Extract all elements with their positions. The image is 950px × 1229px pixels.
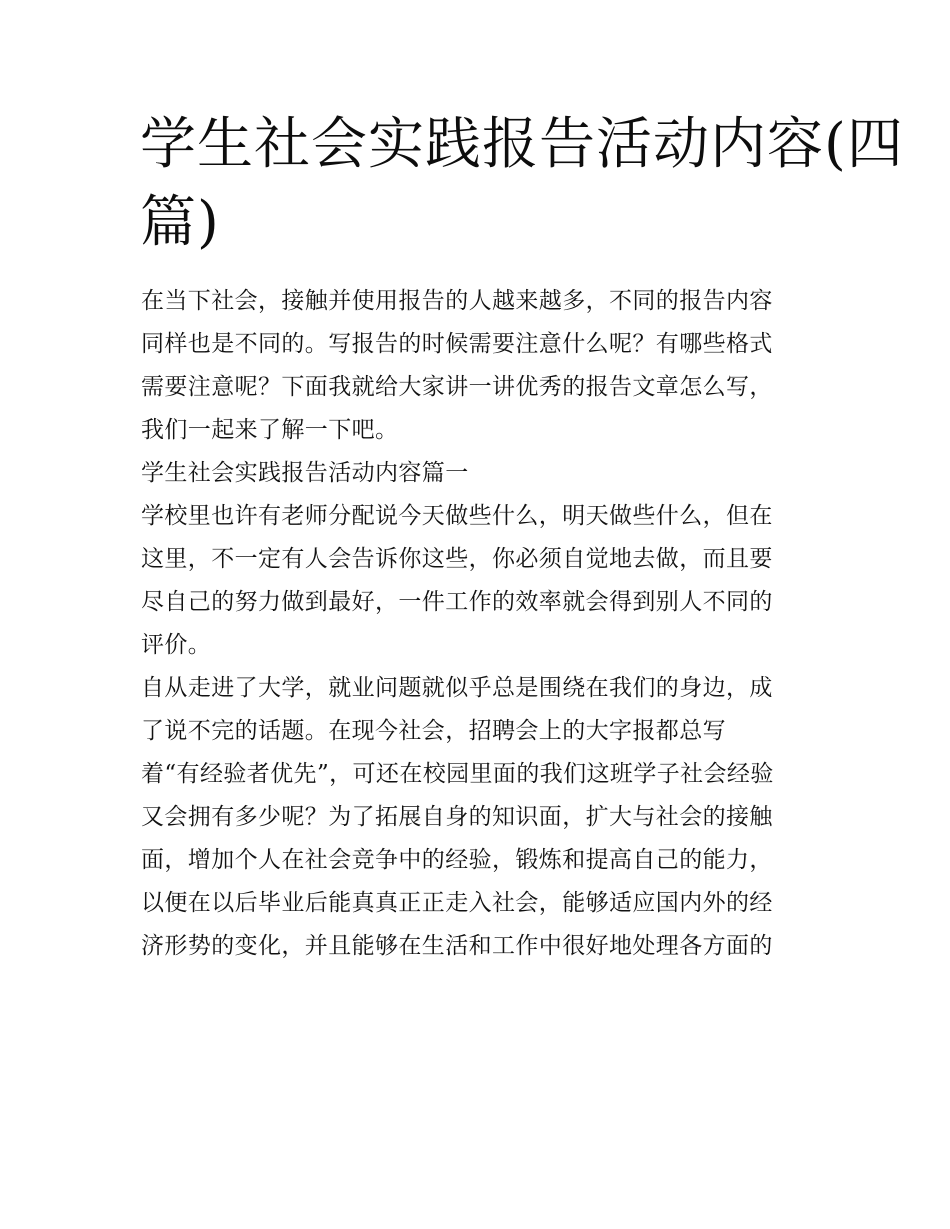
document-title [140, 106, 904, 262]
intro-paragraph [141, 280, 821, 452]
document-body [141, 280, 821, 968]
body-paragraph [141, 495, 821, 667]
text-line: 着“有经验者优先”，可还在校园里面的我们这班学子社会经验 [141, 761, 774, 787]
section-heading: 学生社会实践报告活动内容篇一 [141, 460, 469, 486]
text-line: 我们一起来了解一下吧。 [141, 417, 399, 443]
text-line: 尽自己的努力做到最好，一件工作的效率就会得到别人不同的 [141, 589, 773, 615]
text-line: 了说不完的话题。在现今社会，招聘会上的大字报都总写 [141, 718, 726, 744]
text-line: 评价。 [141, 632, 212, 658]
text-line: 又会拥有多少呢？为了拓展自身的知识面，扩大与社会的接触 [141, 804, 773, 830]
body-paragraph [141, 667, 821, 968]
text-line: 面，增加个人在社会竞争中的经验，锻炼和提高自己的能力， [141, 847, 773, 873]
text-line: 这里，不一定有人会告诉你这些，你必须自觉地去做，而且要 [141, 546, 773, 572]
text-line: 自从走进了大学，就业问题就似乎总是围绕在我们的身边，成 [141, 675, 773, 701]
text-line: 以便在以后毕业后能真真正正走入社会，能够适应国内外的经 [141, 890, 773, 916]
title-line: 学生社会实践报告活动内容(四 [140, 112, 904, 177]
title-line: 篇) [140, 190, 220, 255]
text-line: 同样也是不同的。写报告的时候需要注意什么呢？有哪些格式 [141, 331, 773, 357]
text-line: 学校里也许有老师分配说今天做些什么，明天做些什么，但在 [141, 503, 773, 529]
text-line: 需要注意呢？下面我就给大家讲一讲优秀的报告文章怎么写， [141, 374, 773, 400]
text-line: 济形势的变化，并且能够在生活和工作中很好地处理各方面的 [141, 933, 773, 959]
text-line: 在当下社会，接触并使用报告的人越来越多，不同的报告内容 [141, 288, 773, 314]
